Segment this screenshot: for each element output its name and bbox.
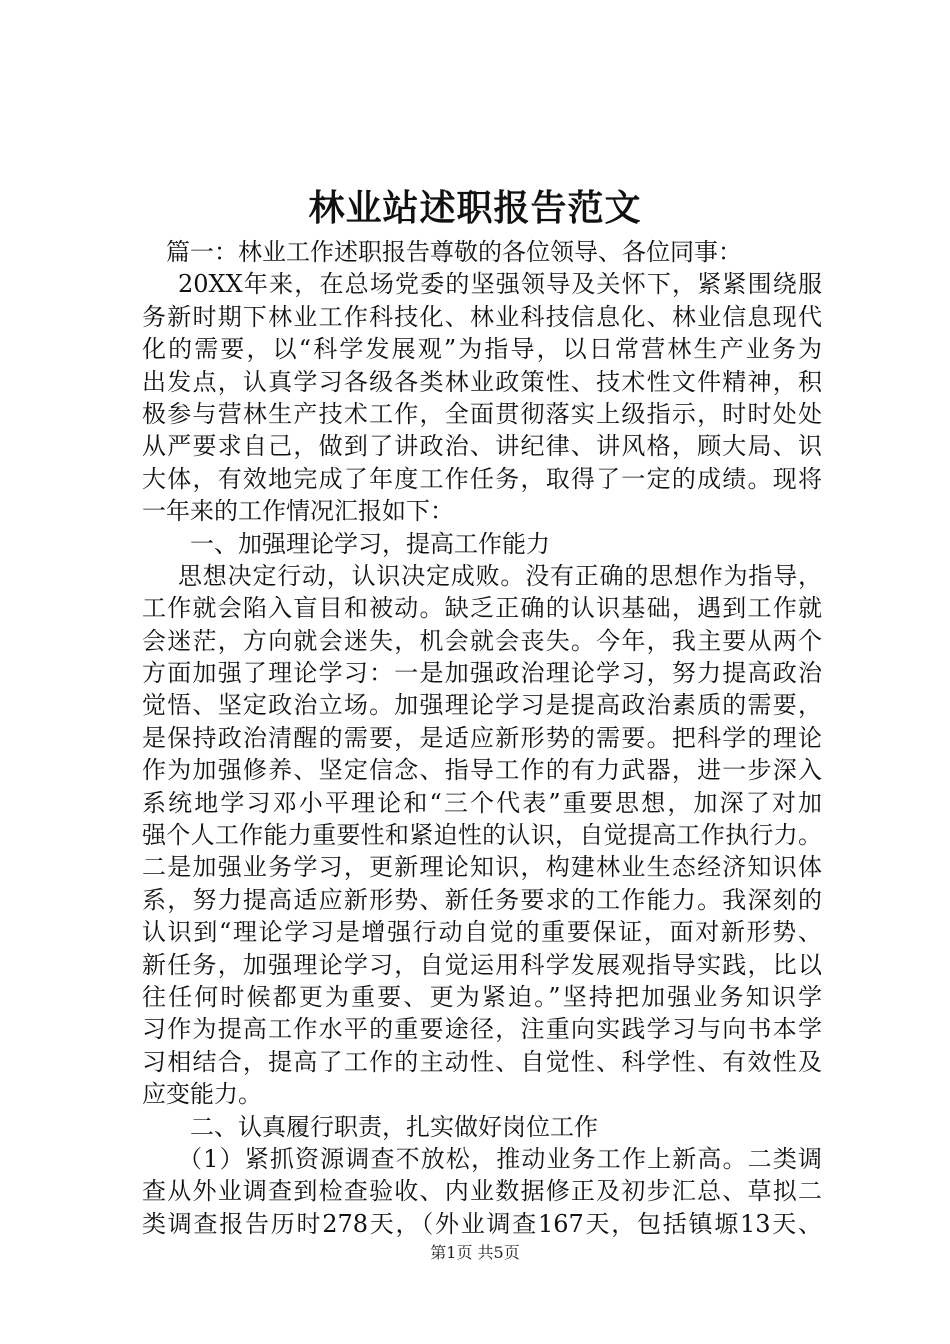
text-line: 大体，有效地完成了年度工作任务，取得了一定的成绩。现将 — [142, 464, 822, 493]
text-line: 新任务，加强理论学习，自觉运用科学发展观指导实践，比以 — [142, 950, 822, 979]
text-line: 会迷茫，方向就会迷失，机会就会丧失。今年，我主要从两个 — [142, 626, 822, 655]
text-line: 务新时期下林业工作科技化、林业科技信息化、林业信息现代 — [142, 302, 822, 331]
text-line: 作为加强修养、坚定信念、指导工作的有力武器，进一步深入 — [142, 756, 822, 785]
text-line: 强个人工作能力重要性和紧迫性的认识，自觉提高工作执行力。 — [142, 821, 822, 850]
text-line: 思想决定行动，认识决定成败。没有正确的思想作为指导， — [178, 561, 822, 590]
text-line: 系，努力提高适应新形势、新任务要求的工作能力。我深刻的 — [142, 885, 822, 914]
text-line: 类调查报告历时278天，（外业调查167天，包括镇塬13天、 — [142, 1209, 822, 1238]
text-line: 习作为提高工作水平的重要途径，注重向实践学习与向书本学 — [142, 1015, 822, 1044]
text-line: 二是加强业务学习，更新理论知识，构建林业生态经济知识体 — [142, 853, 822, 882]
section-heading: 二、认真履行职责，扎实做好岗位工作 — [190, 1112, 598, 1141]
text-line: 从严要求自己，做到了讲政治、讲纪律、讲风格，顾大局、识 — [142, 432, 822, 461]
text-line: 往任何时候都更为重要、更为紧迫。”坚持把加强业务知识学 — [142, 982, 822, 1011]
text-line: 应变能力。 — [142, 1080, 262, 1109]
text-line: 化的需要，以“科学发展观”为指导，以日常营林生产业务为 — [142, 335, 822, 364]
text-line: 查从外业调查到检查验收、内业数据修正及初步汇总、草拟二 — [142, 1177, 822, 1206]
text-line: 20XX年来，在总场党委的坚强领导及关怀下，紧紧围绕服 — [178, 270, 822, 299]
text-line: 一年来的工作情况汇报如下： — [142, 497, 454, 526]
text-line: 极参与营林生产技术工作，全面贯彻落实上级指示，时时处处 — [142, 399, 822, 428]
text-line: 习相结合，提高了工作的主动性、自觉性、科学性、有效性及 — [142, 1047, 822, 1076]
text-line: 是保持政治清醒的需要，是适应新形势的需要。把科学的理论 — [142, 723, 822, 752]
text-line: 觉悟、坚定政治立场。加强理论学习是提高政治素质的需要， — [142, 691, 822, 720]
text-line: （1）紧抓资源调查不放松，推动业务工作上新高。二类调 — [178, 1144, 822, 1173]
text-line: 工作就会陷入盲目和被动。缺乏正确的认识基础，遇到工作就 — [142, 594, 822, 623]
text-line: 出发点，认真学习各级各类林业政策性、技术性文件精神，积 — [142, 367, 822, 396]
text-line: 系统地学习邓小平理论和“三个代表”重要思想，加深了对加 — [142, 788, 822, 817]
text-line: 认识到“理论学习是增强行动自觉的重要保证，面对新形势、 — [142, 918, 822, 947]
document-title: 林业站述职报告范文 — [308, 187, 642, 229]
document-body — [142, 236, 822, 1240]
text-line: 篇一：林业工作述职报告尊敬的各位领导、各位同事： — [166, 238, 742, 266]
page-footer: 第1页 共5页 — [430, 1243, 520, 1262]
section-heading: 一、加强理论学习，提高工作能力 — [190, 529, 550, 558]
text-line: 方面加强了理论学习：一是加强政治理论学习，努力提高政治 — [142, 659, 822, 688]
